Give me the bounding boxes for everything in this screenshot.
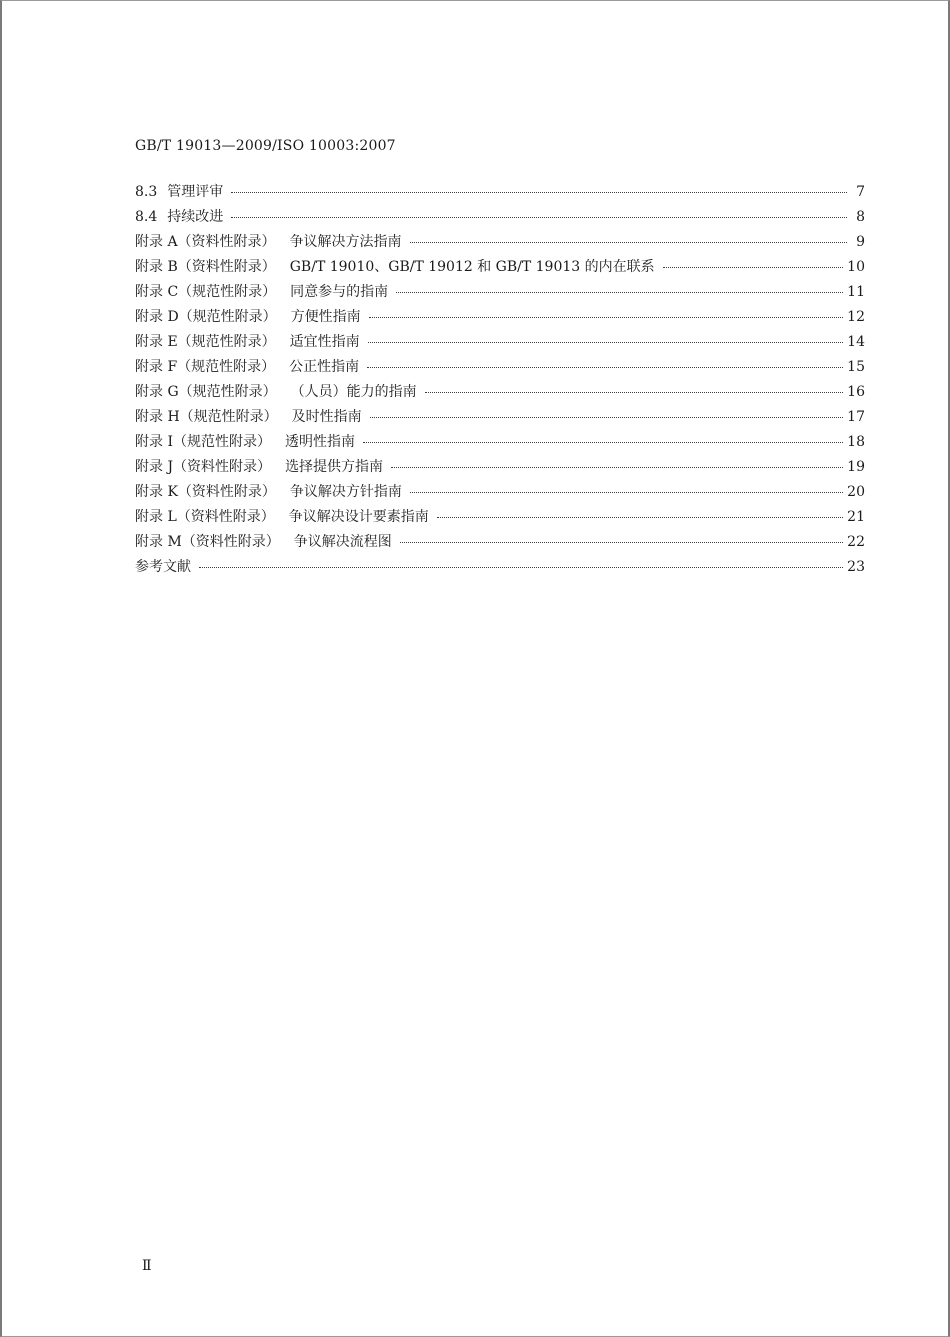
toc-dot-leader: [663, 266, 844, 268]
toc-section-label: 附录 D（规范性附录）: [135, 309, 277, 325]
toc-entry-label: [135, 531, 284, 551]
toc-entry[interactable]: [135, 556, 865, 581]
toc-entry-label: [135, 481, 280, 501]
toc-section-label: 管理评审: [167, 184, 224, 200]
toc-entry-title: 公正性指南: [289, 359, 360, 375]
page-number: Ⅱ: [142, 1258, 152, 1274]
toc-page-number: 15: [847, 359, 865, 375]
toc-entry-label: [135, 181, 227, 201]
toc-page-number: 21: [847, 509, 865, 525]
toc-entry[interactable]: [135, 506, 865, 531]
toc-section-label: 附录 J（资料性附录）: [135, 459, 272, 475]
toc-entry-title: 适宜性指南: [289, 334, 360, 350]
toc-section-label: 附录 B（资料性附录）: [135, 259, 276, 275]
toc-entry-title: 透明性指南: [284, 434, 355, 450]
toc-entry-label: [135, 431, 275, 451]
standard-header: GB/T 19013—2009/ISO 10003:2007: [135, 138, 396, 154]
toc-entry[interactable]: [135, 356, 865, 381]
toc-entry-label: [135, 306, 281, 326]
toc-entry-title: 争议解决设计要素指南: [288, 509, 429, 525]
toc-page-number: 22: [847, 534, 865, 550]
toc-entry-label: [135, 556, 195, 576]
toc-entry-label: [135, 281, 280, 301]
toc-section-label: 附录 H（规范性附录）: [135, 409, 278, 425]
toc-section-label: 附录 K（资料性附录）: [135, 484, 276, 500]
toc-entry[interactable]: [135, 331, 865, 356]
toc-dot-leader: [199, 566, 843, 568]
toc-entry[interactable]: [135, 256, 865, 281]
toc-section-label: 附录 C（规范性附录）: [135, 284, 277, 300]
toc-dot-leader: [363, 441, 843, 443]
toc-page-number: 18: [847, 434, 865, 450]
toc-page-number: 20: [847, 484, 865, 500]
toc-dot-leader: [368, 341, 844, 343]
toc-section-number: 8.3: [135, 184, 158, 200]
toc-entry[interactable]: [135, 431, 865, 456]
toc-section-label: 附录 A（资料性附录）: [135, 234, 276, 250]
toc-dot-leader: [410, 241, 847, 243]
toc-page-number: 23: [847, 559, 865, 575]
toc-page-number: 9: [856, 234, 865, 250]
toc-section-label: 参考文献: [135, 559, 191, 575]
toc-page-number: 12: [847, 309, 865, 325]
toc-dot-leader: [370, 416, 844, 418]
toc-entry[interactable]: [135, 456, 865, 481]
toc-entry-title: 及时性指南: [291, 409, 362, 425]
toc-dot-leader: [231, 216, 847, 218]
toc-page-number: 14: [847, 334, 865, 350]
toc-dot-leader: [391, 466, 843, 468]
toc-entry[interactable]: [135, 231, 865, 256]
toc-page-number: 8: [856, 209, 865, 225]
toc-dot-leader: [410, 491, 843, 493]
toc-section-label: 附录 M（资料性附录）: [135, 534, 280, 550]
toc-entry[interactable]: [135, 381, 865, 406]
toc-entry[interactable]: [135, 481, 865, 506]
toc-entry[interactable]: [135, 531, 865, 556]
toc-section-label: 附录 I（规范性附录）: [135, 434, 271, 450]
toc-entry-label: [135, 381, 281, 401]
toc-dot-leader: [369, 316, 843, 318]
toc-page-number: 16: [847, 384, 865, 400]
toc-entry[interactable]: [135, 181, 865, 206]
toc-entry[interactable]: [135, 406, 865, 431]
toc-entry-title: GB/T 19010、GB/T 19012 和 GB/T 19013 的内在联系: [289, 259, 655, 275]
toc-section-number: 8.4: [135, 209, 158, 225]
toc-entry-title: 争议解决方法指南: [289, 234, 402, 250]
toc-entry-title: 方便性指南: [290, 309, 361, 325]
toc-section-label: 附录 E（规范性附录）: [135, 334, 276, 350]
toc-entry[interactable]: [135, 306, 865, 331]
toc-entry-title: 争议解决方针指南: [289, 484, 402, 500]
toc-entry-title: 争议解决流程图: [293, 534, 392, 550]
toc-entry-label: [135, 506, 279, 526]
toc-section-label: 持续改进: [167, 209, 224, 225]
toc-page-number: 19: [847, 459, 865, 475]
toc-entry-label: [135, 456, 275, 476]
toc-page-number: 7: [856, 184, 865, 200]
toc-entry-label: [135, 356, 279, 376]
toc-entry-title: 同意参与的指南: [290, 284, 389, 300]
toc-section-label: 附录 F（规范性附录）: [135, 359, 276, 375]
toc-dot-leader: [231, 191, 847, 193]
toc-entry-label: [135, 256, 280, 276]
toc-entry-label: [135, 206, 227, 226]
toc-dot-leader: [400, 541, 843, 543]
toc-entry-label: [135, 331, 280, 351]
toc-section-label: 附录 G（规范性附录）: [135, 384, 277, 400]
table-of-contents: [135, 181, 865, 581]
toc-page-number: 10: [847, 259, 865, 275]
toc-dot-leader: [367, 366, 843, 368]
toc-dot-leader: [396, 291, 843, 293]
toc-dot-leader: [437, 516, 843, 518]
toc-page-number: 17: [847, 409, 865, 425]
toc-entry-title: （人员）能力的指南: [290, 384, 417, 400]
toc-page-number: 11: [847, 284, 865, 300]
toc-entry-title: 选择提供方指南: [285, 459, 384, 475]
toc-entry-label: [135, 231, 280, 251]
toc-entry[interactable]: [135, 281, 865, 306]
toc-entry[interactable]: [135, 206, 865, 231]
toc-entry-label: [135, 406, 282, 426]
toc-section-label: 附录 L（资料性附录）: [135, 509, 275, 525]
toc-dot-leader: [425, 391, 844, 393]
